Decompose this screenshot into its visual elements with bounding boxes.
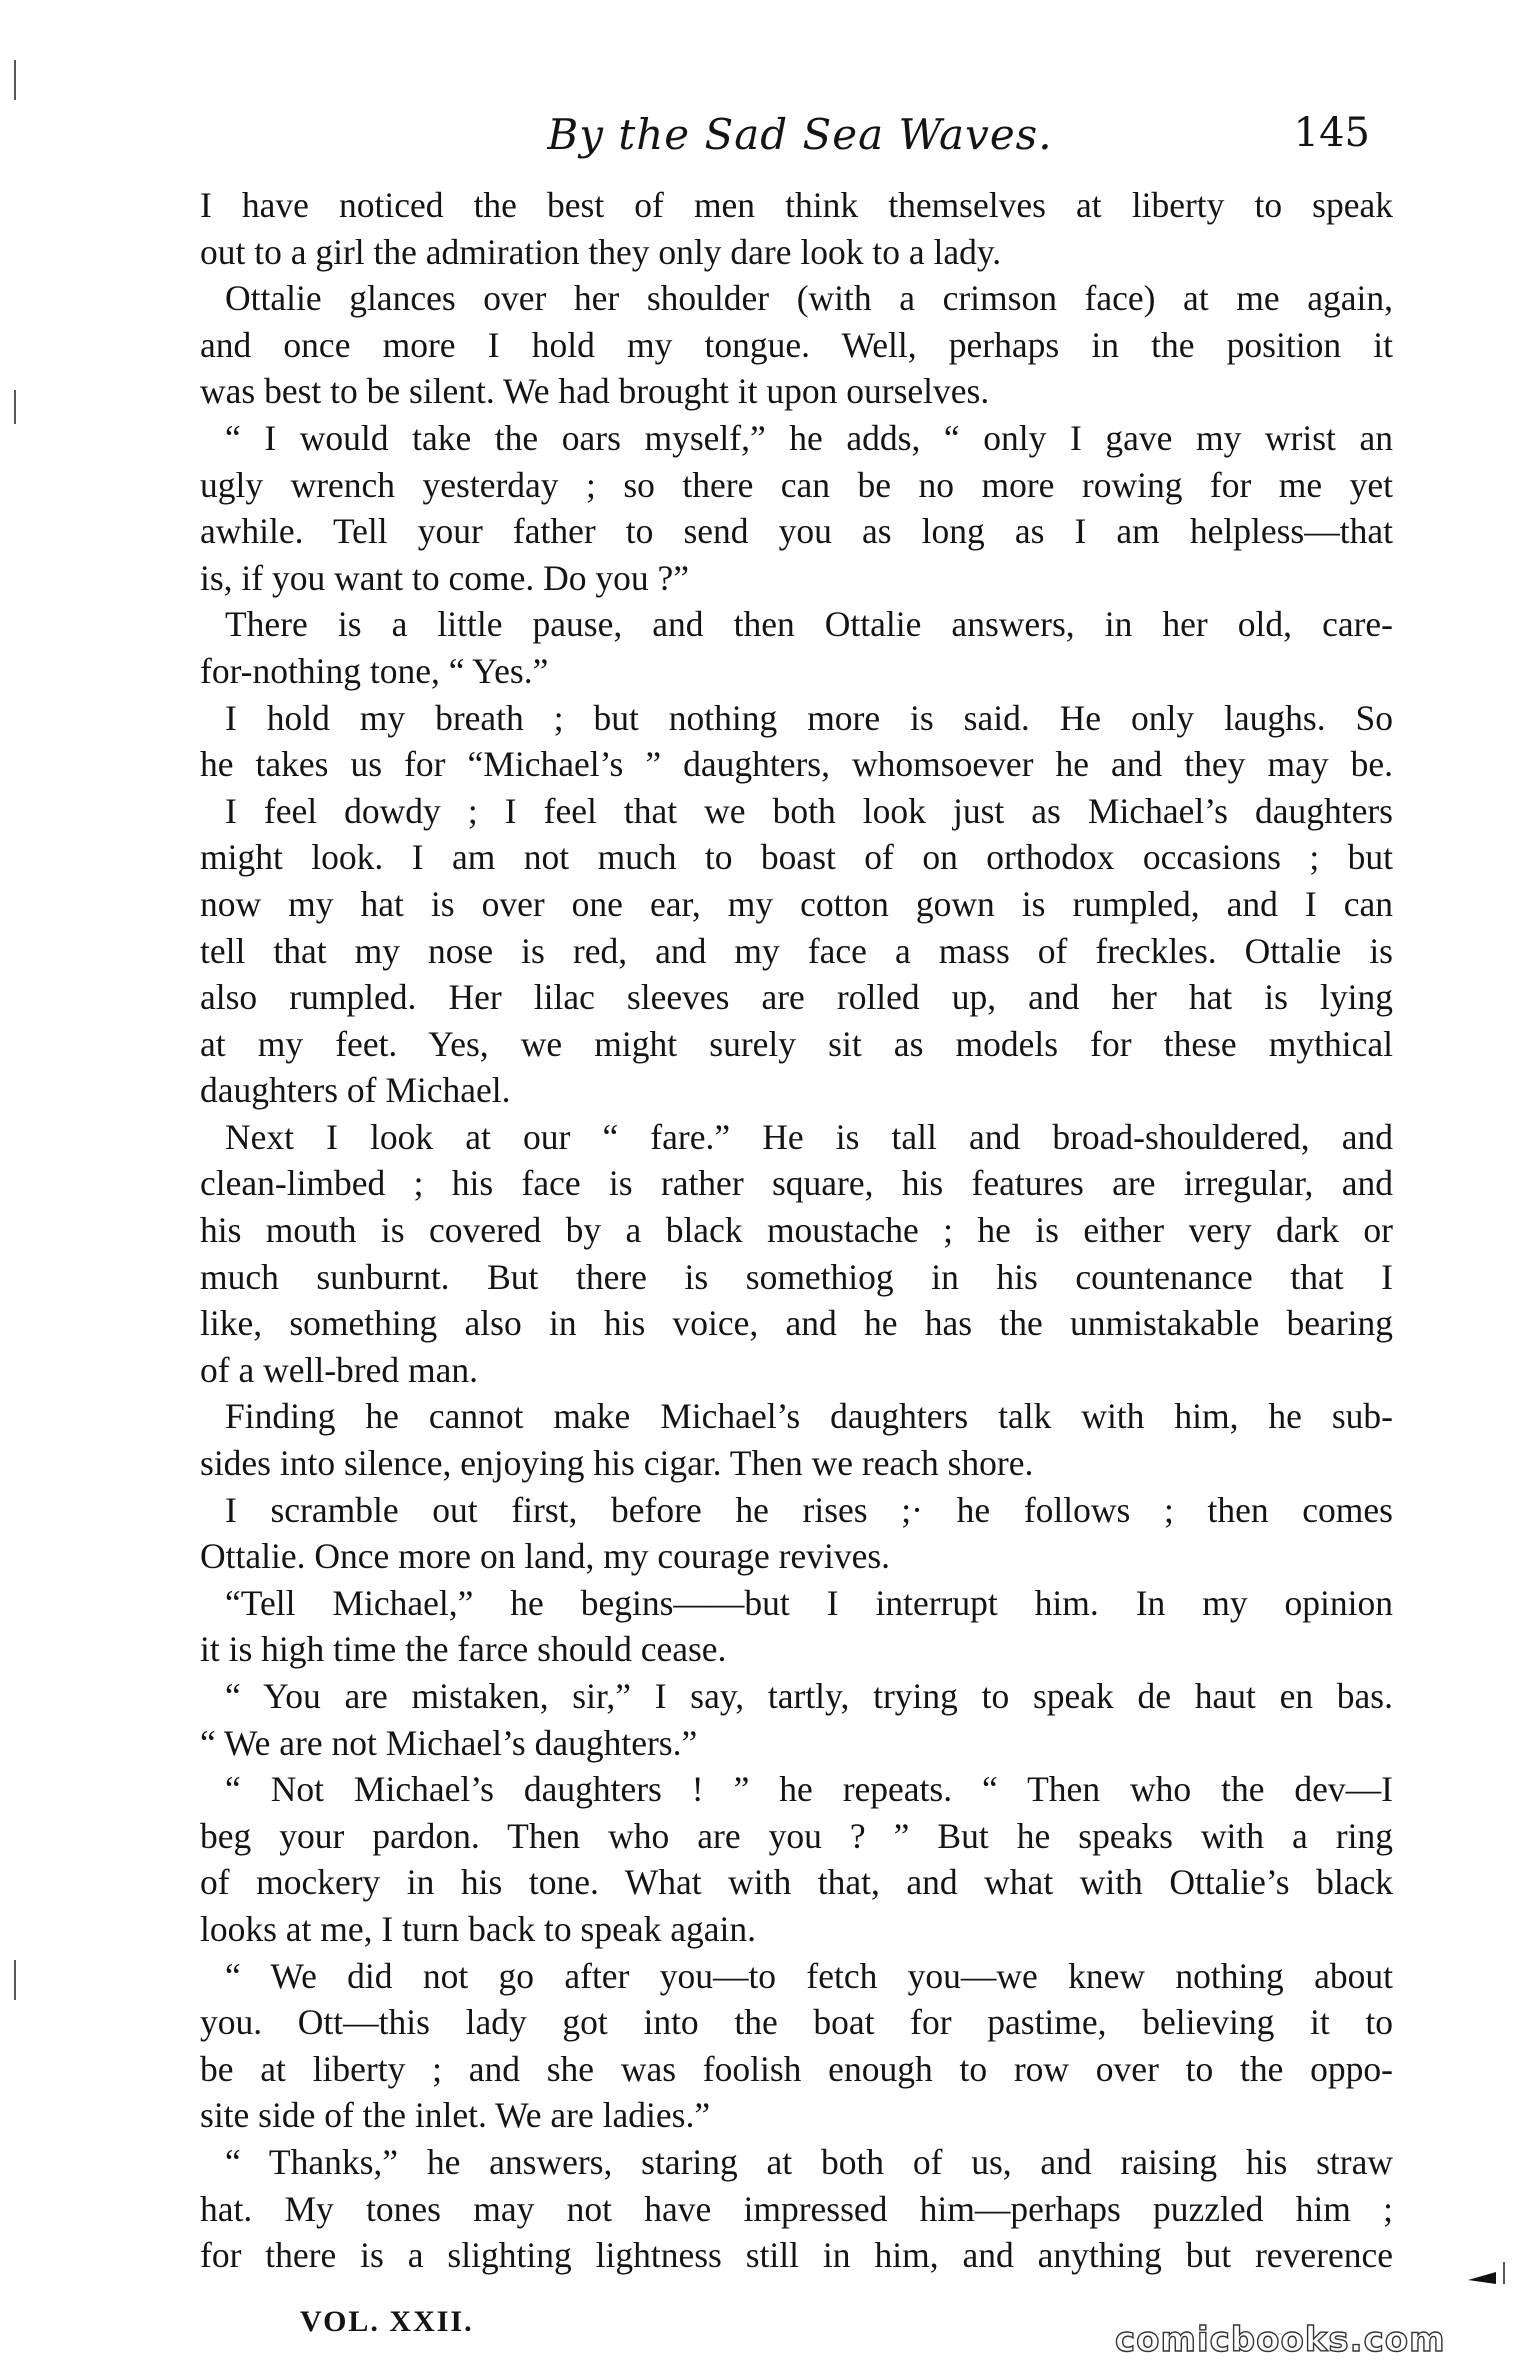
watermark-logo: comicbooks.com [1115,2320,1446,2360]
text-line: and once more I hold my tongue. Well, perhaps in the position it [200,324,1393,365]
text-line: Finding he cannot make Michael’s daughters talk with him, he sub- [225,1396,1393,1437]
text-line: I scramble out first, before he rises ;· he follows ; then comes [225,1489,1393,1530]
text-line: at my feet. Yes, we might surely sit as models for these mythical [200,1023,1393,1064]
text-line: There is a little pause, and then Ottalie answers, in her old, care- [225,604,1393,645]
text-line: now my hat is over one ear, my cotton gown is rumpled, and I can [200,883,1393,924]
text-line: Ottalie. Once more on land, my courage revives. [200,1536,891,1577]
text-line: “ I would take the oars myself,” he adds, “ only I gave my wrist an [225,417,1393,458]
text-line: hat. My tones may not have impressed him—perhaps puzzled him ; [200,2188,1393,2229]
scan-margin-mark [14,1960,16,2000]
text-line: is, if you want to come. Do you ?” [200,557,690,598]
text-line: “ You are mistaken, sir,” I say, tartly, trying to speak de haut en bas. [225,1676,1393,1716]
text-line: out to a girl the admiration they only dare look to a lady. [200,231,1002,272]
text-line: was best to be silent. We had brought it upon ourselves. [200,371,990,412]
scan-margin-mark [1503,2262,1505,2284]
text-line: be at liberty ; and she was foolish enough to row over to the oppo- [200,2048,1393,2089]
running-title: By the Sad Sea Waves. [547,110,1053,159]
text-line: “ We did not go after you—to fetch you—we knew nothing about [225,1955,1393,1996]
text-line: he takes us for “Michael’s ” daughters, whomsoever he and they may be. [200,744,1393,785]
text-line: daughters of Michael. [200,1070,511,1111]
text-line: like, something also in his voice, and he has the unmistakable bearing [200,1303,1393,1344]
scan-margin-mark [14,390,16,424]
text-line: for there is a slighting lightness still in him, and anything but reverence [200,2235,1393,2276]
text-line: “Tell Michael,” he begins——but I interrupt him. In my opinion [225,1582,1393,1623]
text-line: awhile. Tell your father to send you as long as I am helpless—that [200,511,1393,552]
text-line: his mouth is covered by a black moustache ; he is either very dark or [200,1210,1393,1251]
text-line: site side of the inlet. We are ladies.” [200,2095,711,2136]
text-line: for-nothing tone, “ Yes.” [200,650,549,691]
text-line: looks at me, I turn back to speak again. [200,1908,757,1949]
text-line: tell that my nose is red, and my face a mass of freckles. Ottalie is [200,930,1393,971]
text-line: might look. I am not much to boast of on orthodox occasions ; but [200,837,1393,878]
text-line: of a well-bred man. [200,1349,478,1390]
text-line: “ Not Michael’s daughters ! ” he repeats. “ Then who the dev—I [225,1769,1393,1810]
text-line: ugly wrench yesterday ; so there can be no more rowing for me yet [200,464,1393,505]
text-line: “ Thanks,” he answers, staring at both of us, and raising his straw [225,2141,1393,2182]
text-line: beg your pardon. Then who are you ? ” But he speaks with a ring [200,1815,1393,1856]
text-line: sides into silence, enjoying his cigar. Then we reach shore. [200,1443,1034,1484]
body-text [200,182,1393,2279]
signature-mark: VOL. XXII. [300,2305,474,2338]
page-number: 145 [1293,110,1370,156]
text-line: much sunburnt. But there is somethiog in his countenance that I [200,1256,1393,1297]
text-line: I have noticed the best of men think themselves at liberty to speak [200,185,1393,225]
text-line: you. Ott—this lady got into the boat for pastime, believing it to [200,2002,1393,2043]
text-line: also rumpled. Her lilac sleeves are rolled up, and her hat is lying [200,977,1393,1018]
text-line: it is high time the farce should cease. [200,1629,727,1670]
text-line: I feel dowdy ; I feel that we both look just as Michael’s daughters [225,790,1393,831]
text-line: Next I look at our “ fare.” He is tall and broad-shouldered, and [225,1116,1393,1157]
text-line: clean-limbed ; his face is rather square, his features are irregular, and [200,1163,1393,1204]
scan-arrow-mark [1468,2268,1496,2286]
text-line: Ottalie glances over her shoulder (with a crimson face) at me again, [225,278,1393,319]
text-line: of mockery in his tone. What with that, and what with Ottalie’s black [200,1862,1393,1903]
scan-margin-mark [14,60,16,100]
text-line: I hold my breath ; but nothing more is said. He only laughs. So [225,697,1393,738]
page-header [200,110,1400,180]
text-line: “ We are not Michael’s daughters.” [200,1722,698,1763]
